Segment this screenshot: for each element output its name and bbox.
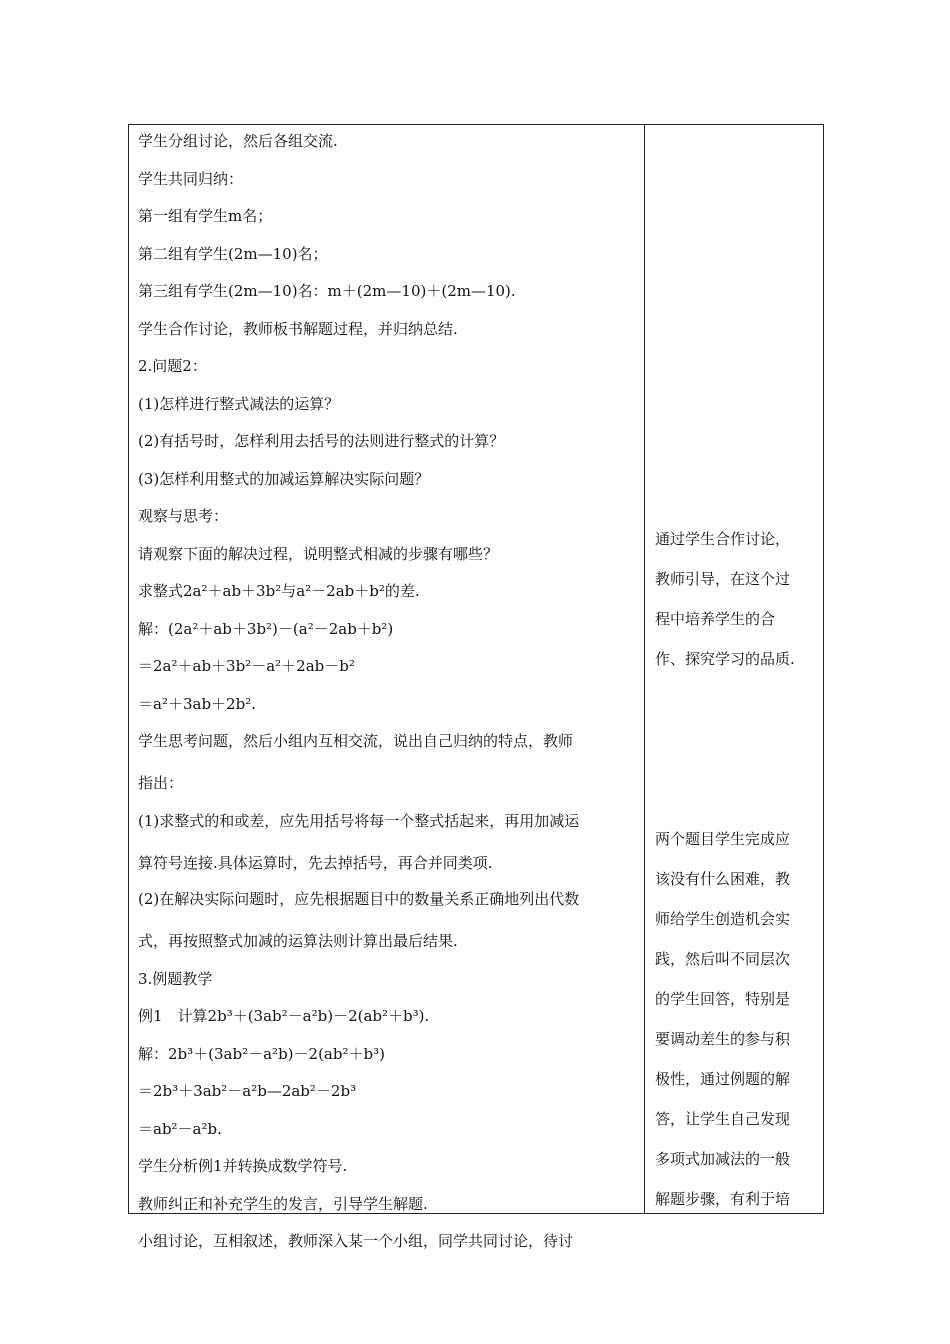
text-line: 学生共同归纳：: [138, 169, 244, 188]
text-line: 观察与思考：: [138, 507, 229, 525]
text-line: ＝2a²＋ab＋3b²－a²＋2ab－b²: [138, 657, 355, 675]
text-line: ＝a²＋3ab＋2b².: [138, 694, 256, 713]
text-line: (1)求整式的和或差，应先用括号将每一个整式括起来，再用加减运: [138, 811, 580, 830]
text-line: 极性，通过例题的解: [655, 1070, 791, 1088]
text-line: 指出：: [138, 774, 184, 792]
text-line: 解题步骤，有利于培: [655, 1190, 791, 1208]
text-line: ＝ab²－a²b.: [138, 1119, 222, 1138]
text-line: 例1 计算2b³＋(3ab²－a²b)－2(ab²＋b³).: [138, 1007, 430, 1025]
text-line: 要调动差生的参与积: [655, 1030, 791, 1048]
text-line: 3.例题教学: [138, 969, 213, 988]
text-line: 两个题目学生完成应: [655, 830, 791, 848]
text-line: 通过学生合作讨论，: [655, 530, 791, 548]
text-line: 解：2b³＋(3ab²－a²b)－2(ab²＋b³): [138, 1044, 385, 1063]
text-line: 解：(2a²＋ab＋3b²)－(a²－2ab＋b²): [138, 619, 394, 638]
text-line: 第三组有学生(2m—10)名：m＋(2m—10)＋(2m—10).: [138, 282, 516, 300]
text-line: 第二组有学生(2m—10)名；: [138, 244, 328, 263]
text-line: 求整式2a²＋ab＋3b²与a²－2ab＋b²的差.: [138, 582, 420, 600]
text-line: 第一组有学生m名；: [138, 207, 273, 225]
text-line: 践，然后叫不同层次: [655, 950, 791, 968]
text-line: 程中培养学生的合: [655, 610, 776, 628]
intent-note-cooperation: [655, 519, 815, 679]
text-line: (3)怎样利用整式的加减运算解决实际问题？: [138, 469, 430, 488]
text-line: 算符号连接.具体运算时，先去掉括号，再合并同类项.: [138, 853, 493, 872]
text-line: 式，再按照整式加减的运算法则计算出最后结果.: [138, 931, 458, 950]
text-line: 该没有什么困难，教: [655, 870, 791, 888]
text-line: 小组讨论，互相叙述，教师深入某一个小组，同学共同讨论，待讨: [138, 1232, 574, 1250]
column-divider: [644, 125, 645, 1213]
text-line: 教师纠正和补充学生的发言，引导学生解题.: [138, 1194, 428, 1213]
text-line: 学生思考问题，然后小组内互相交流，说出自己归纳的特点，教师: [138, 732, 574, 750]
text-line: 多项式加减法的一般: [655, 1150, 791, 1168]
text-line: (2)有括号时，怎样利用去括号的法则进行整式的计算？: [138, 432, 505, 450]
text-line: ＝2b³＋3ab²－a²b—2ab²－2b³: [138, 1082, 357, 1100]
text-line: 的学生回答，特别是: [655, 990, 791, 1008]
text-line: 学生合作讨论，教师板书解题过程，并归纳总结.: [138, 319, 458, 338]
text-line: (1)怎样进行整式减法的运算？: [138, 394, 340, 413]
text-line: 答，让学生自己发现: [655, 1110, 791, 1128]
text-line: 教师引导，在这个过: [655, 570, 791, 588]
process-column: [138, 127, 638, 1256]
text-line: 作、探究学习的品质.: [655, 650, 795, 668]
text-line: 2.问题2：: [138, 357, 207, 375]
text-line: 学生分组讨论，然后各组交流.: [138, 132, 338, 150]
text-line: 师给学生创造机会实: [655, 910, 791, 928]
text-line: 请观察下面的解决过程，说明整式相减的步骤有哪些？: [138, 544, 499, 563]
lesson-plan-table: [128, 124, 824, 1250]
intent-note-examples: [655, 819, 815, 1219]
text-line: (2)在解决实际问题时，应先根据题目中的数量关系正确地列出代数: [138, 889, 580, 908]
text-line: 学生分析例1并转换成数学符号.: [138, 1157, 348, 1175]
